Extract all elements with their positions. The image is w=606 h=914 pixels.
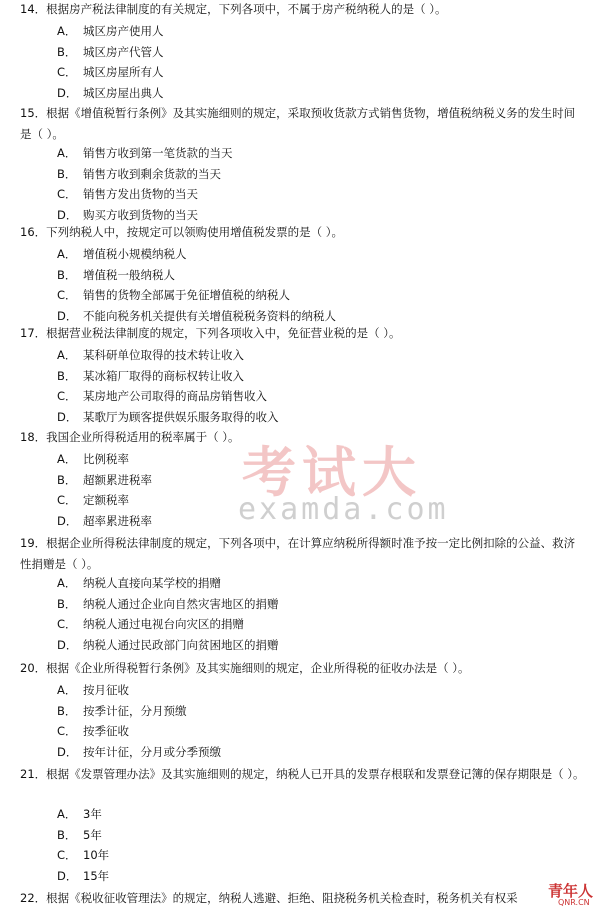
option-text: 某冰箱厂取得的商标权转让收入 — [83, 368, 244, 383]
option-letter: C． — [57, 724, 77, 739]
option-letter: A． — [57, 576, 77, 590]
option-text: 按季计征，分月预缴 — [83, 703, 187, 718]
answer-option — [57, 167, 221, 181]
option-text: 购买方收到货物的当天 — [83, 208, 198, 223]
option-letter: B． — [57, 827, 77, 842]
option-letter: D． — [57, 638, 78, 653]
answer-option — [57, 683, 129, 697]
option-letter: A． — [57, 348, 77, 362]
answer-option — [57, 309, 336, 323]
option-letter: B． — [57, 44, 77, 59]
option-text: 10年 — [83, 848, 110, 863]
option-text: 纳税人通过电视台向灾区的捐赠 — [83, 617, 244, 632]
option-letter: C． — [57, 389, 77, 404]
option-letter: B． — [57, 703, 77, 718]
answer-option — [57, 208, 198, 222]
answer-option — [57, 597, 279, 611]
answer-option — [57, 473, 152, 487]
question-stem — [20, 2, 447, 16]
option-text: 增值税一般纳税人 — [83, 267, 175, 282]
option-letter: D． — [57, 514, 78, 529]
answer-option — [57, 268, 175, 282]
option-text: 纳税人通过民政部门向贫困地区的捐赠 — [83, 638, 279, 653]
option-text: 3年 — [83, 807, 102, 821]
option-text: 销售方收到第一笔货款的当天 — [83, 146, 233, 160]
question-number: 18． — [20, 430, 47, 444]
option-letter: A． — [57, 807, 77, 821]
question-stem — [20, 661, 470, 675]
option-letter: A． — [57, 24, 77, 38]
answer-option — [57, 24, 164, 38]
question-text: 根据房产税法律制度的有关规定，下列各项中，不属于房产税纳税人的是（ ）。 — [46, 2, 447, 16]
question-stem — [20, 225, 343, 239]
question-number: 22． — [20, 891, 47, 905]
option-letter: B． — [57, 596, 77, 611]
option-letter: C． — [57, 187, 77, 202]
question-stem — [20, 430, 240, 444]
answer-option — [57, 410, 279, 424]
question-text: 根据企业所得税法律制度的规定，下列各项中，在计算应纳税所得额时准予按一定比例扣除的公益、救济性捐赠是（ ）。 — [20, 536, 576, 571]
question-text: 根据《税收征收管理法》的规定，纳税人逃避、拒绝、阻挠税务机关检查时，税务机关有权采 — [46, 891, 518, 905]
option-letter: A． — [57, 146, 77, 160]
question-text: 根据《增值税暂行条例》及其实施细则的规定，采取预收货款方式销售货物，增值税纳税义务的发生时间是（ ）。 — [20, 106, 576, 141]
answer-option — [57, 86, 164, 100]
option-letter: B． — [57, 368, 77, 383]
question-text: 根据营业税法律制度的规定，下列各项收入中，免征营业税的是（ ）。 — [46, 326, 401, 340]
option-text: 某歌厅为顾客提供娱乐服务取得的收入 — [83, 410, 279, 425]
question-text: 下列纳税人中，按规定可以领购使用增值税发票的是（ ）。 — [46, 225, 344, 239]
option-letter: C． — [57, 617, 77, 632]
question-stem — [20, 533, 586, 574]
option-letter: D． — [57, 309, 78, 324]
question-text: 根据《企业所得税暂行条例》及其实施细则的规定，企业所得税的征收办法是（ ）。 — [46, 661, 470, 675]
answer-option — [57, 389, 267, 403]
answer-option — [57, 514, 152, 528]
question-stem — [20, 891, 518, 905]
answer-option — [57, 65, 164, 79]
option-text: 不能向税务机关提供有关增值税税务资料的纳税人 — [83, 309, 336, 324]
option-text: 城区房产使用人 — [83, 24, 164, 38]
option-letter: C． — [57, 848, 77, 863]
answer-option — [57, 828, 102, 842]
question-text: 我国企业所得税适用的税率属于（ ）。 — [46, 430, 240, 444]
option-letter: B． — [57, 267, 77, 282]
option-text: 超率累进税率 — [83, 514, 152, 529]
option-letter: A． — [57, 247, 77, 261]
option-letter: A． — [57, 452, 77, 466]
option-letter: D． — [57, 208, 78, 223]
option-letter: D． — [57, 745, 78, 760]
option-text: 5年 — [83, 827, 102, 842]
answer-option — [57, 745, 221, 759]
option-letter: D． — [57, 410, 78, 425]
option-text: 15年 — [83, 869, 110, 884]
question-number: 17． — [20, 326, 47, 340]
answer-option — [57, 288, 290, 302]
option-text: 超额累进税率 — [83, 472, 152, 487]
option-text: 按月征收 — [83, 683, 129, 697]
option-letter: D． — [57, 86, 78, 101]
answer-option — [57, 576, 221, 590]
answer-option — [57, 493, 129, 507]
answer-option — [57, 45, 164, 59]
question-number: 14． — [20, 2, 47, 16]
option-text: 某房地产公司取得的商品房销售收入 — [83, 389, 267, 404]
answer-option — [57, 704, 187, 718]
question-number: 19． — [20, 536, 47, 550]
option-text: 定额税率 — [83, 493, 129, 508]
answer-option — [57, 724, 129, 738]
option-text: 纳税人直接向某学校的捐赠 — [83, 576, 221, 590]
option-text: 比例税率 — [83, 452, 129, 466]
option-text: 销售的货物全部属于免征增值税的纳税人 — [83, 288, 290, 303]
corner-logo-chinese: 青年人 — [548, 882, 594, 900]
option-text: 城区房屋出典人 — [83, 86, 164, 101]
question-stem — [20, 326, 401, 340]
option-letter: D． — [57, 869, 78, 884]
question-number: 16． — [20, 225, 47, 239]
option-text: 按季征收 — [83, 724, 129, 739]
answer-option — [57, 348, 244, 362]
answer-option — [57, 807, 102, 821]
option-text: 某科研单位取得的技术转让收入 — [83, 348, 244, 362]
option-letter: C． — [57, 493, 77, 508]
question-number: 20． — [20, 661, 47, 675]
option-letter: C． — [57, 65, 77, 80]
option-text: 按年计征，分月或分季预缴 — [83, 745, 221, 760]
answer-option — [57, 146, 233, 160]
option-letter: B． — [57, 166, 77, 181]
corner-logo — [548, 884, 593, 907]
watermark-english: examda.com — [238, 492, 449, 527]
option-text: 销售方发出货物的当天 — [83, 187, 198, 202]
option-text: 城区房产代管人 — [83, 44, 164, 59]
question-stem — [20, 103, 586, 144]
option-letter: C． — [57, 288, 77, 303]
answer-option — [57, 452, 129, 466]
option-text: 纳税人通过企业向自然灾害地区的捐赠 — [83, 596, 279, 611]
corner-logo-english: QNR.CN — [558, 898, 590, 907]
answer-option — [57, 638, 279, 652]
option-text: 城区房屋所有人 — [83, 65, 164, 80]
answer-option — [57, 848, 109, 862]
option-letter: B． — [57, 472, 77, 487]
answer-option — [57, 869, 109, 883]
answer-option — [57, 187, 198, 201]
watermark-chinese: 考试大 — [242, 441, 422, 504]
question-number: 21． — [20, 767, 47, 781]
question-stem — [20, 764, 586, 785]
question-number: 15． — [20, 106, 47, 120]
option-text: 增值税小规模纳税人 — [83, 247, 187, 261]
question-text: 根据《发票管理办法》及其实施细则的规定，纳税人已开具的发票存根联和发票登记簿的保存期限是（ ）。 — [46, 767, 585, 781]
answer-option — [57, 369, 244, 383]
option-text: 销售方收到剩余货款的当天 — [83, 166, 221, 181]
option-letter: A． — [57, 683, 77, 697]
answer-option — [57, 617, 244, 631]
answer-option — [57, 247, 187, 261]
